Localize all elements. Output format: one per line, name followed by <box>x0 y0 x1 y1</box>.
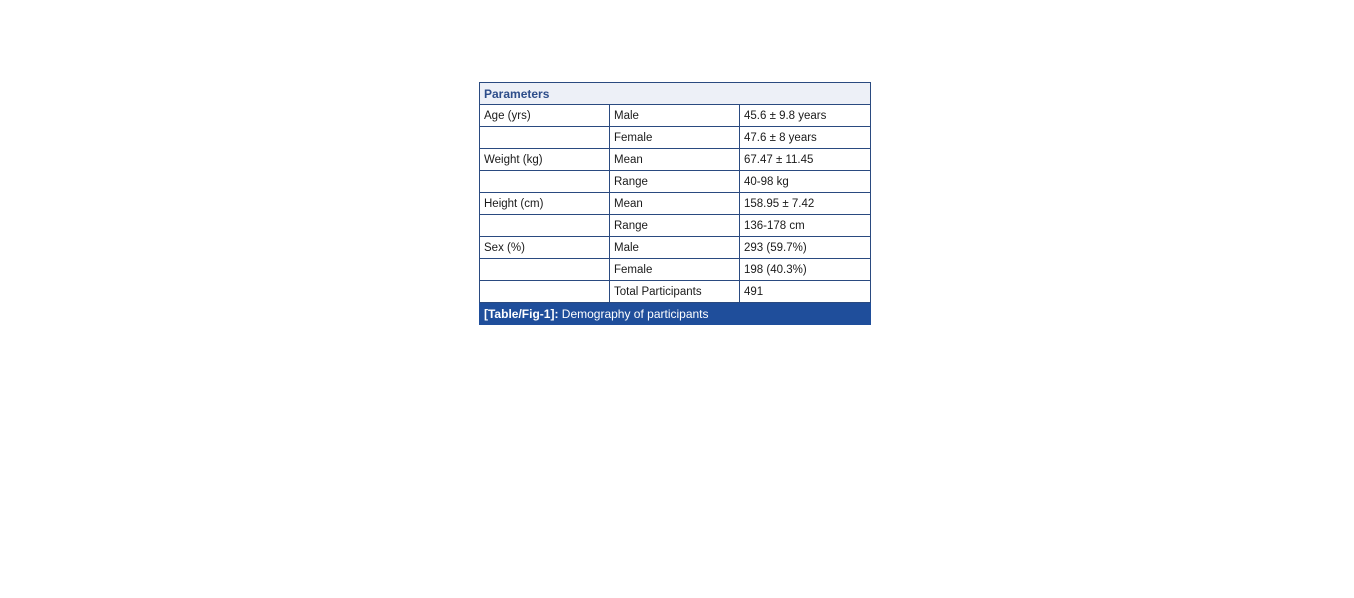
subgroup-cell: Range <box>610 171 740 193</box>
parameter-cell <box>480 259 610 281</box>
table-caption-row <box>480 303 871 325</box>
value-cell: 40-98 kg <box>740 171 871 193</box>
parameter-cell: Age (yrs) <box>480 105 610 127</box>
table-row <box>480 105 871 127</box>
parameter-cell <box>480 215 610 237</box>
table-row <box>480 149 871 171</box>
subgroup-cell: Total Participants <box>610 281 740 303</box>
subgroup-cell: Mean <box>610 193 740 215</box>
subgroup-cell: Female <box>610 127 740 149</box>
table-row <box>480 127 871 149</box>
table-row <box>480 193 871 215</box>
table-row <box>480 171 871 193</box>
value-cell: 198 (40.3%) <box>740 259 871 281</box>
subgroup-cell: Male <box>610 105 740 127</box>
demography-table-container <box>479 82 870 325</box>
value-cell: 158.95 ± 7.42 <box>740 193 871 215</box>
table-row <box>480 215 871 237</box>
value-cell: 45.6 ± 9.8 years <box>740 105 871 127</box>
table-row <box>480 281 871 303</box>
caption-label: [Table/Fig-1]: <box>484 306 559 321</box>
subgroup-cell: Female <box>610 259 740 281</box>
parameter-cell <box>480 127 610 149</box>
value-cell: 293 (59.7%) <box>740 237 871 259</box>
parameter-cell <box>480 171 610 193</box>
demography-table <box>479 82 871 325</box>
value-cell: 136-178 cm <box>740 215 871 237</box>
value-cell: 47.6 ± 8 years <box>740 127 871 149</box>
parameter-cell: Sex (%) <box>480 237 610 259</box>
value-cell: 67.47 ± 11.45 <box>740 149 871 171</box>
parameter-cell: Height (cm) <box>480 193 610 215</box>
table-row <box>480 237 871 259</box>
parameter-cell <box>480 281 610 303</box>
subgroup-cell: Mean <box>610 149 740 171</box>
subgroup-cell: Range <box>610 215 740 237</box>
table-caption <box>480 303 871 325</box>
table-header-row <box>480 83 871 105</box>
table-header: Parameters <box>480 83 871 105</box>
parameter-cell: Weight (kg) <box>480 149 610 171</box>
value-cell: 491 <box>740 281 871 303</box>
caption-text: Demography of participants <box>558 306 709 321</box>
subgroup-cell: Male <box>610 237 740 259</box>
table-row <box>480 259 871 281</box>
